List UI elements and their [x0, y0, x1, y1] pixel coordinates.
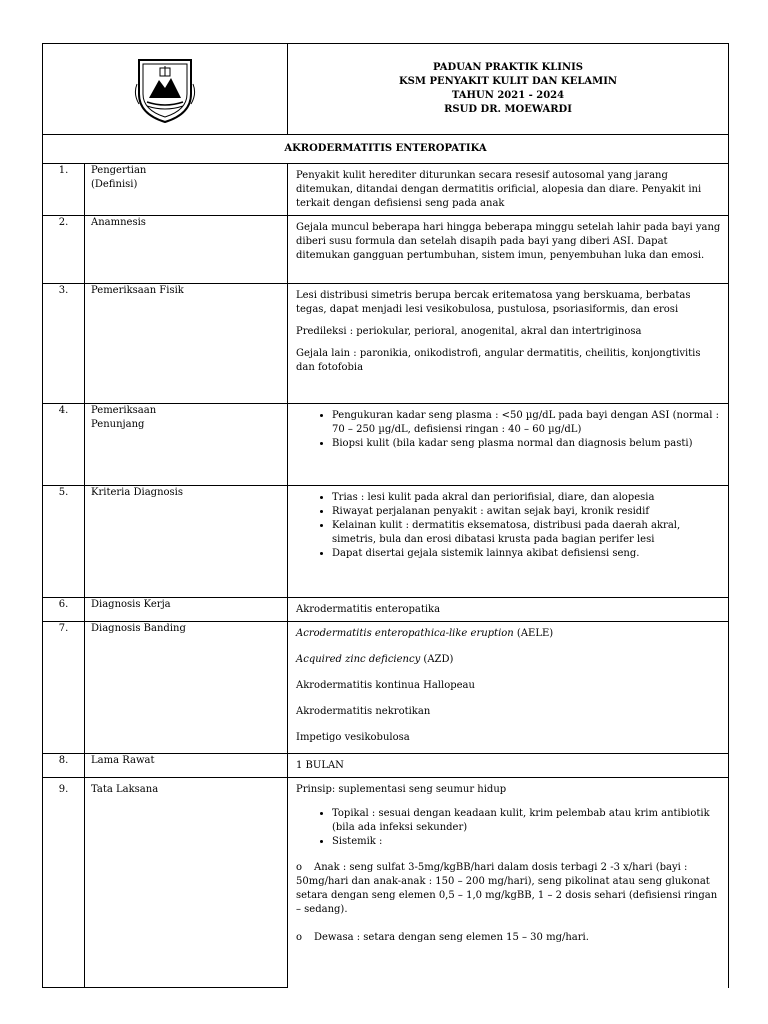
list-item: • Topikal : sesuai dengan keadaan kulit, krim pelembab atau krim antibiotik (bila ada infeksi sekunder) — [332, 807, 722, 835]
row-number: 6. — [43, 598, 85, 622]
physical-exam-text: Lesi distribusi simetris berupa bercak eritematosa yang berskuama, berbatas tegas, dapat menjadi lesi vesikobulosa, pustulosa, psoriasiformis, dan erosi — [296, 290, 691, 315]
title-line-3: TAHUN 2021 - 2024 — [451, 90, 565, 101]
document-title — [288, 44, 729, 135]
row-label-line: Pemeriksaan — [91, 405, 157, 416]
bullet-list — [296, 409, 722, 451]
row-label — [85, 754, 288, 778]
row-content — [288, 622, 729, 754]
working-diagnosis-text: Akrodermatitis enteropatika — [296, 604, 441, 615]
subject-row — [43, 135, 729, 164]
row-number: 1. — [43, 164, 85, 216]
row-number: 2. — [43, 216, 85, 284]
table-row — [43, 754, 729, 778]
definition-text: Penyakit kulit herediter diturunkan secara resesif autosomal yang jarang ditemukan, ditandai dengan dermatitis orificial, alopesia dan diare. Penyakit ini terkait dengan defisiensi seng pada anak — [296, 170, 702, 209]
title-line-2: KSM PENYAKIT KULIT DAN KELAMIN — [398, 76, 618, 87]
row-content — [288, 404, 729, 486]
list-item: • Dapat disertai gejala sistemik lainnya akibat defisiensi seng. — [332, 547, 722, 561]
row-label-line: Penunjang — [91, 419, 145, 430]
anamnesis-text: Gejala muncul beberapa hari hingga beberapa minggu setelah lahir pada bayi yang diberi susu formula dan setelah disapih pada bayi yang diberi ASI. Dapat ditemukan gangguan pertumbuhan, sistem imun, penyembuhan luka dan emosi. — [296, 222, 721, 261]
row-label-line: Pengertian — [91, 165, 147, 176]
differential-item — [296, 653, 722, 667]
row-label-line: Diagnosis Kerja — [91, 599, 171, 610]
row-label — [85, 778, 288, 988]
row-label-line: Tata Laksana — [91, 784, 159, 795]
list-item: • Riwayat perjalanan penyakit : awitan sejak bayi, kronik residif — [332, 505, 722, 519]
sub-item-text: Dewasa : setara dengan seng elemen 15 – 30 mg/hari. — [314, 932, 589, 943]
list-item: • Biopsi kulit (bila kadar seng plasma normal dan diagnosis belum pasti) — [332, 437, 722, 451]
row-number: 3. — [43, 284, 85, 404]
row-content — [288, 216, 729, 284]
row-number: 4. — [43, 404, 85, 486]
sub-marker: o — [296, 932, 303, 943]
table-row — [43, 284, 729, 404]
differential-item: Akrodermatitis kontinua Hallopeau — [296, 680, 475, 691]
differential-item — [296, 627, 722, 641]
physical-exam-text: Predileksi : periokular, perioral, anogenital, akral dan intertriginosa — [296, 326, 642, 337]
title-line-4: RSUD DR. MOEWARDI — [444, 104, 572, 115]
differential-rest: (AELE) — [513, 628, 554, 639]
differential-item: Akrodermatitis nekrotikan — [296, 706, 431, 717]
row-label-line: Kriteria Diagnosis — [91, 487, 184, 498]
row-label — [85, 164, 288, 216]
table-row — [43, 216, 729, 284]
table-row — [43, 598, 729, 622]
physical-exam-text: Gejala lain : paronikia, onikodistrofi, angular dermatitis, cheilitis, konjongtivitis dan fotofobia — [296, 348, 701, 373]
differential-rest: (AZD) — [420, 654, 454, 665]
treatment-principle: Prinsip: suplementasi seng seumur hidup — [296, 784, 507, 795]
sub-item-child — [296, 861, 722, 917]
list-item: • Pengukuran kadar seng plasma : <50 µg/dL pada bayi dengan ASI (normal : 70 – 250 µg/dL, defisiensi ringan : 40 – 60 µg/dL) — [332, 409, 722, 437]
sub-item-text: Anak : seng sulfat 3-5mg/kgBB/hari dalam dosis terbagi 2 -3 x/hari (bayi : 50mg/hari dan anak-anak : 150 – 200 mg/hari), seng pikolinat atau seng glukonat setara dengan seng elemen 0,5 – 1,0 mg/kgBB, 1 – 2 dosis sehari (defisiensi ringan – sedang). — [296, 862, 718, 915]
row-content — [288, 164, 729, 216]
title-line-1: PADUAN PRAKTIK KLINIS — [432, 62, 584, 73]
row-label-line: (Definisi) — [91, 179, 138, 190]
row-number: 9. — [43, 778, 85, 988]
table-row — [43, 164, 729, 216]
table-row — [43, 622, 729, 754]
row-label — [85, 486, 288, 598]
row-content — [288, 486, 729, 598]
differential-italic: Acquired zinc deficiency — [296, 654, 421, 665]
table-row — [43, 486, 729, 598]
row-label — [85, 598, 288, 622]
row-content — [288, 598, 729, 622]
table-row — [43, 778, 729, 988]
row-label-line: Anamnesis — [91, 217, 146, 228]
list-item: • Trias : lesi kulit pada akral dan periorifisial, diare, dan alopesia — [332, 491, 722, 505]
row-label — [85, 622, 288, 754]
row-label — [85, 284, 288, 404]
row-number: 5. — [43, 486, 85, 598]
header-row — [43, 44, 729, 135]
list-item: • Kelainan kulit : dermatitis eksematosa, distribusi pada daerah akral, simetris, bula dan erosi dibatasi krusta pada bagian perifer lesi — [332, 519, 722, 547]
row-label — [85, 404, 288, 486]
differential-item: Impetigo vesikobulosa — [296, 732, 410, 743]
bullet-list — [296, 807, 722, 849]
row-label — [85, 216, 288, 284]
row-content — [288, 754, 729, 778]
differential-italic: Acrodermatitis enteropathica-like eruption — [296, 628, 514, 639]
sub-marker: o — [296, 862, 303, 873]
clinical-guideline-document — [42, 43, 728, 988]
row-label-line: Pemeriksaan Fisik — [91, 285, 184, 296]
logo-cell — [43, 44, 288, 135]
row-number: 7. — [43, 622, 85, 754]
row-number: 8. — [43, 754, 85, 778]
length-of-stay-text: 1 BULAN — [296, 760, 344, 771]
row-label-line: Diagnosis Banding — [91, 623, 186, 634]
provincial-emblem-icon — [133, 54, 197, 124]
subject-title: AKRODERMATITIS ENTEROPATIKA — [43, 135, 729, 164]
table-row — [43, 404, 729, 486]
bullet-list — [296, 491, 722, 561]
row-content — [288, 284, 729, 404]
sub-item-adult — [296, 931, 722, 945]
row-content — [288, 778, 729, 988]
guideline-table — [42, 43, 729, 988]
list-item: • Sistemik : — [332, 835, 722, 849]
row-label-line: Lama Rawat — [91, 755, 155, 766]
